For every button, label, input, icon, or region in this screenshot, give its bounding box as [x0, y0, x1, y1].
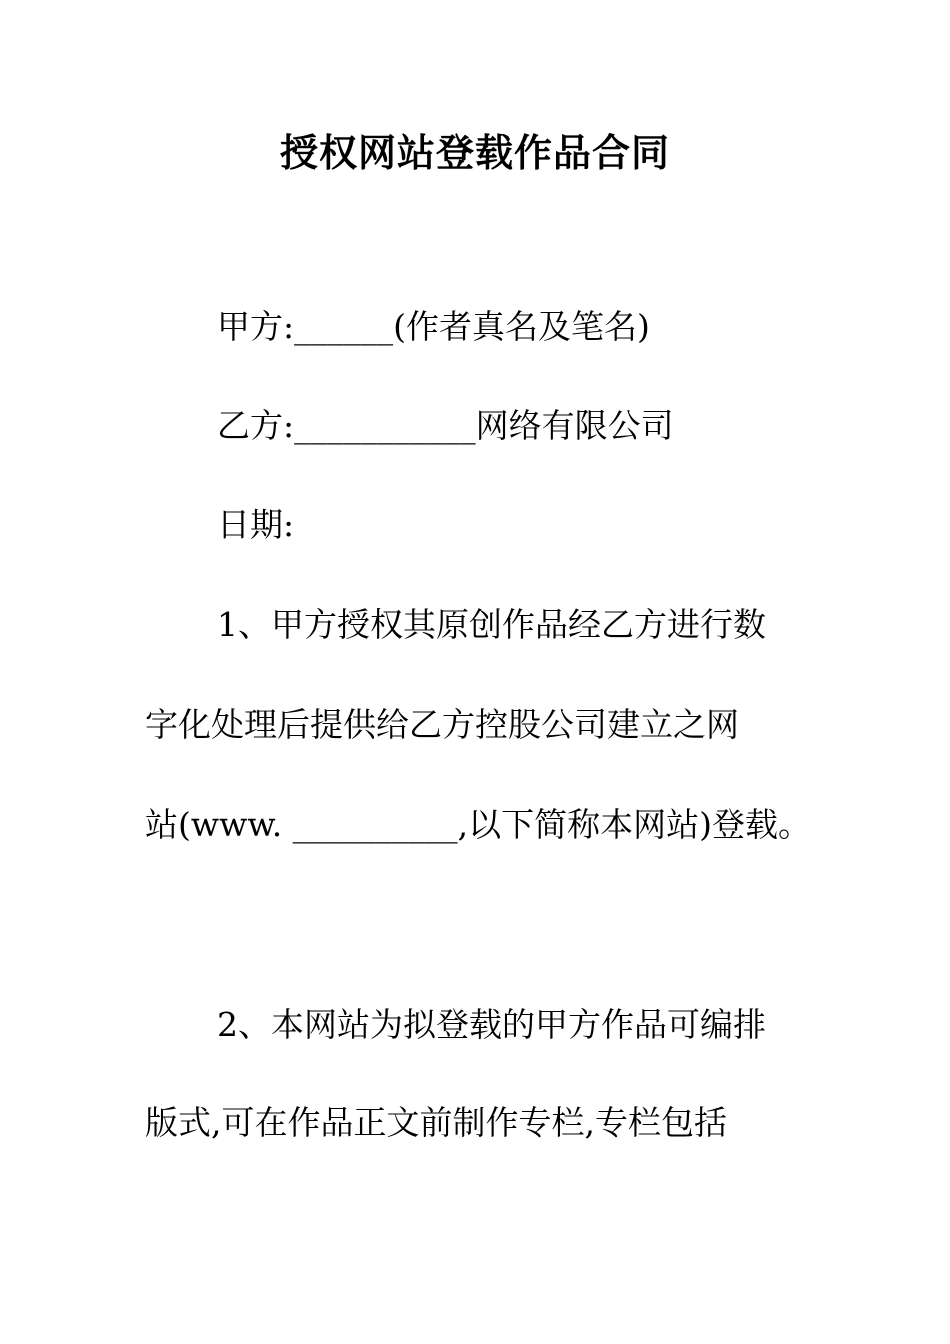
date-line: 日期:: [217, 505, 295, 544]
party-a-line: 甲方:______(作者真名及笔名): [217, 307, 650, 346]
clause-1-line-2: 字化处理后提供给乙方控股公司建立之网: [145, 705, 739, 744]
clause-1-line-1: 1、甲方授权其原创作品经乙方进行数: [217, 605, 766, 644]
clause-2-line-2: 版式,可在作品正文前制作专栏,专栏包括: [145, 1103, 727, 1142]
clause-2-line-1: 2、本网站为拟登载的甲方作品可编排: [217, 1005, 766, 1044]
document-title: 授权网站登载作品合同: [279, 131, 670, 175]
party-b-line: 乙方:___________网络有限公司: [217, 406, 674, 445]
clause-1-line-3: 站(www. __________,以下简称本网站)登载。: [145, 805, 812, 844]
